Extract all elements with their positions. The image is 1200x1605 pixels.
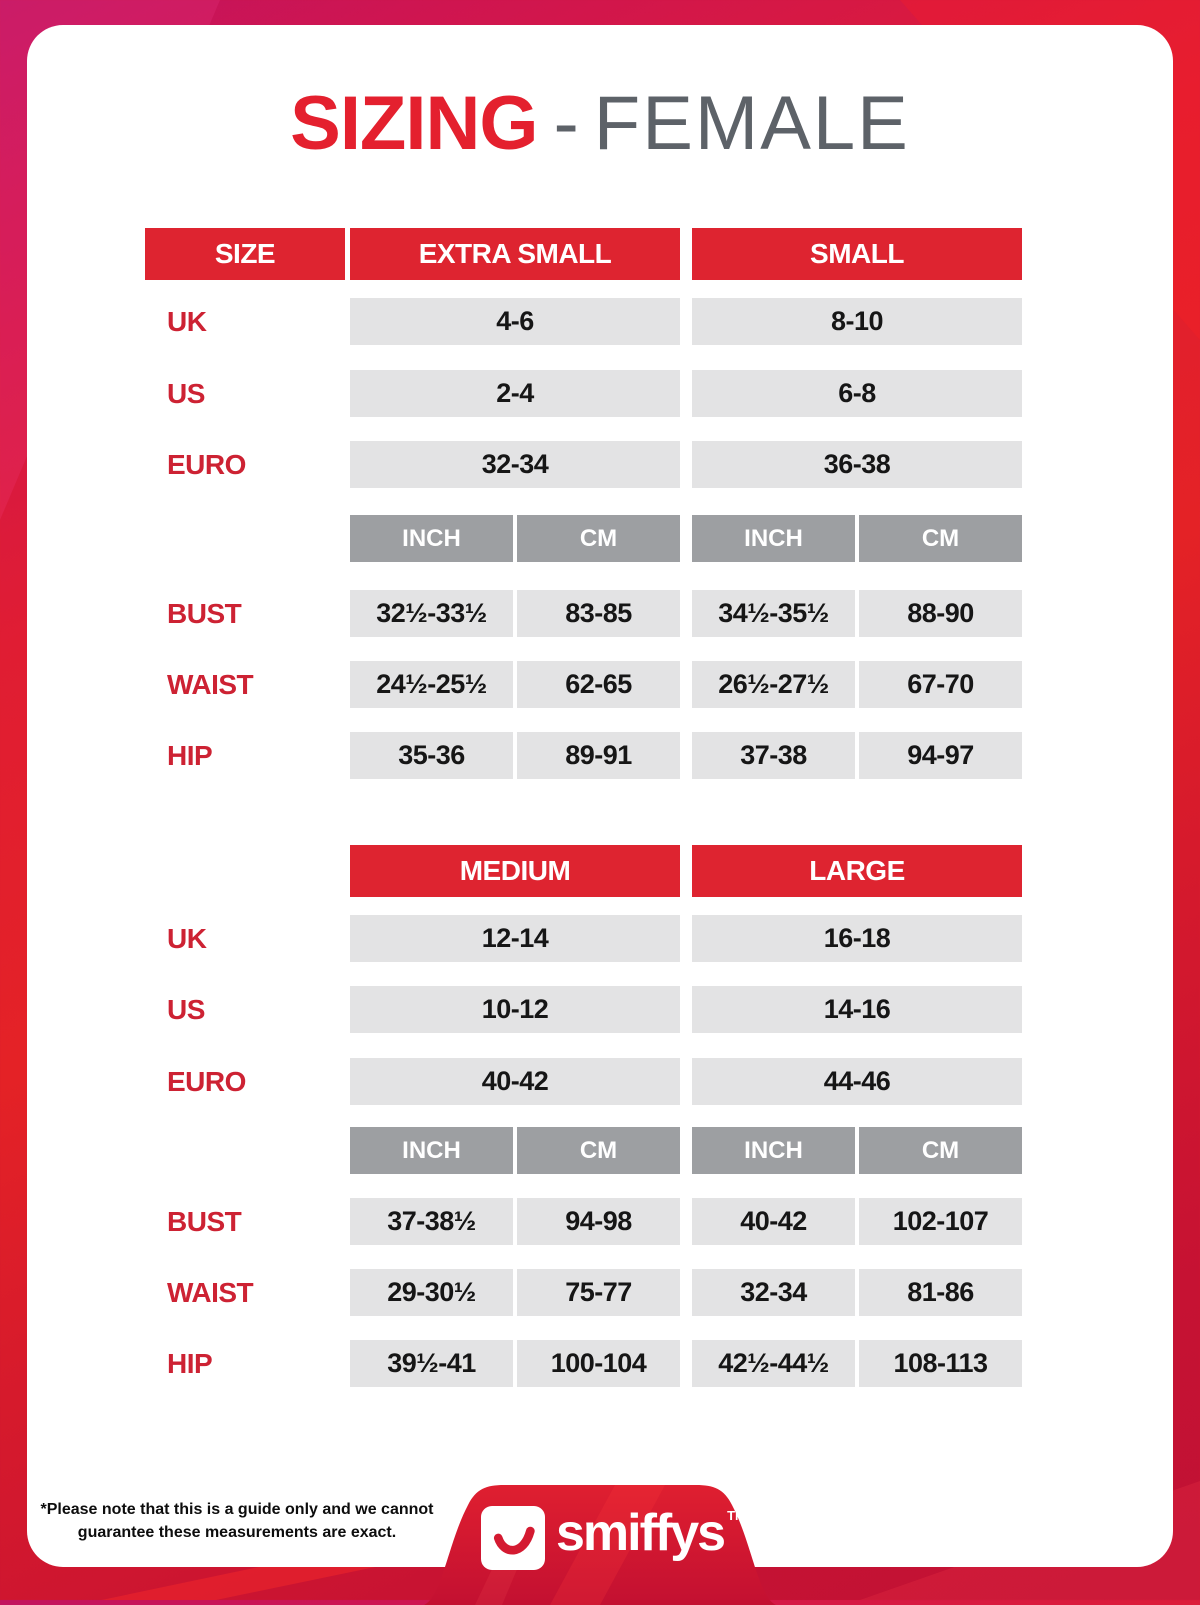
table-cell: 26½-27½ <box>692 661 855 708</box>
table-cell: 94-98 <box>517 1198 680 1245</box>
title-sizing: SIZING <box>290 81 538 166</box>
table-cell: 35-36 <box>350 732 513 779</box>
table-row-euro <box>145 441 1022 488</box>
table-cell: 29-30½ <box>350 1269 513 1316</box>
size-column-header: SIZE <box>145 228 345 280</box>
unit-header-cm: CM <box>517 1127 680 1174</box>
table-cell: 8-10 <box>692 298 1022 345</box>
table2-units-row <box>145 1127 1022 1174</box>
table-cell: 32-34 <box>350 441 680 488</box>
table-cell: 88-90 <box>859 590 1022 637</box>
column-header-extra-small: EXTRA SMALL <box>350 228 680 280</box>
column-header-large: LARGE <box>692 845 1022 897</box>
table-row-waist <box>145 661 1022 708</box>
table-cell: 32-34 <box>692 1269 855 1316</box>
table-row-hip <box>145 732 1022 779</box>
table-cell: 83-85 <box>517 590 680 637</box>
table-row-uk <box>145 298 1022 345</box>
sizing-card <box>27 25 1173 1567</box>
row-label: UK <box>167 922 207 954</box>
table-cell: 14-16 <box>692 986 1022 1033</box>
table1-header-row <box>145 228 1022 280</box>
table-cell: 94-97 <box>859 732 1022 779</box>
row-label: WAIST <box>167 1276 254 1308</box>
table-cell: 32½-33½ <box>350 590 513 637</box>
table-cell: 34½-35½ <box>692 590 855 637</box>
unit-header-cm: CM <box>517 515 680 562</box>
page-title <box>27 80 1173 167</box>
row-label: EURO <box>167 448 246 480</box>
table-row-us <box>145 370 1022 417</box>
table-cell: 2-4 <box>350 370 680 417</box>
unit-header-inch: INCH <box>350 1127 513 1174</box>
row-label: BUST <box>167 597 242 629</box>
table-cell: 36-38 <box>692 441 1022 488</box>
spacer <box>145 515 350 562</box>
table-row-uk <box>145 915 1022 962</box>
table-cell: 75-77 <box>517 1269 680 1316</box>
unit-header-cm: CM <box>859 1127 1022 1174</box>
table-cell: 44-46 <box>692 1058 1022 1105</box>
row-label: HIP <box>167 1347 213 1379</box>
column-header-small: SMALL <box>692 228 1022 280</box>
row-label: UK <box>167 305 207 337</box>
spacer <box>145 1127 350 1174</box>
table-cell: 108-113 <box>859 1340 1022 1387</box>
table-cell: 40-42 <box>350 1058 680 1105</box>
table-cell: 62-65 <box>517 661 680 708</box>
table-cell: 100-104 <box>517 1340 680 1387</box>
table-cell: 12-14 <box>350 915 680 962</box>
table-cell: 37-38½ <box>350 1198 513 1245</box>
unit-header-inch: INCH <box>692 1127 855 1174</box>
table-cell: 40-42 <box>692 1198 855 1245</box>
smiffys-logo <box>481 1506 545 1570</box>
brand-name <box>556 1503 746 1563</box>
table-cell: 10-12 <box>350 986 680 1033</box>
table-cell: 4-6 <box>350 298 680 345</box>
table-row-bust <box>145 590 1022 637</box>
row-label: US <box>167 377 205 409</box>
table-cell: 39½-41 <box>350 1340 513 1387</box>
table-row-bust <box>145 1198 1022 1245</box>
row-label: BUST <box>167 1205 242 1237</box>
table2-header-row <box>145 845 1022 897</box>
table-cell: 24½-25½ <box>350 661 513 708</box>
row-label: US <box>167 993 205 1025</box>
table-cell: 67-70 <box>859 661 1022 708</box>
unit-header-inch: INCH <box>692 515 855 562</box>
table-cell: 37-38 <box>692 732 855 779</box>
table-cell: 81-86 <box>859 1269 1022 1316</box>
table-row-hip <box>145 1340 1022 1387</box>
table-row-euro <box>145 1058 1022 1105</box>
table-cell: 16-18 <box>692 915 1022 962</box>
disclaimer-note: *Please note that this is a guide only and we cannot guarantee these measurements are exact. <box>40 1501 434 1542</box>
table-cell: 89-91 <box>517 732 680 779</box>
table-cell: 102-107 <box>859 1198 1022 1245</box>
table1-units-row <box>145 515 1022 562</box>
table-cell: 6-8 <box>692 370 1022 417</box>
brand-text: smiffys <box>556 1504 725 1562</box>
title-separator: - <box>553 81 578 166</box>
title-female: FEMALE <box>593 81 910 166</box>
smile-icon <box>487 1512 539 1564</box>
table-cell: 42½-44½ <box>692 1340 855 1387</box>
trademark: TM <box>727 1508 746 1523</box>
table-row-waist <box>145 1269 1022 1316</box>
column-header-medium: MEDIUM <box>350 845 680 897</box>
row-label: HIP <box>167 739 213 771</box>
row-label: WAIST <box>167 668 254 700</box>
table-row-us <box>145 986 1022 1033</box>
spacer <box>145 845 350 897</box>
unit-header-cm: CM <box>859 515 1022 562</box>
row-label: EURO <box>167 1065 246 1097</box>
unit-header-inch: INCH <box>350 515 513 562</box>
